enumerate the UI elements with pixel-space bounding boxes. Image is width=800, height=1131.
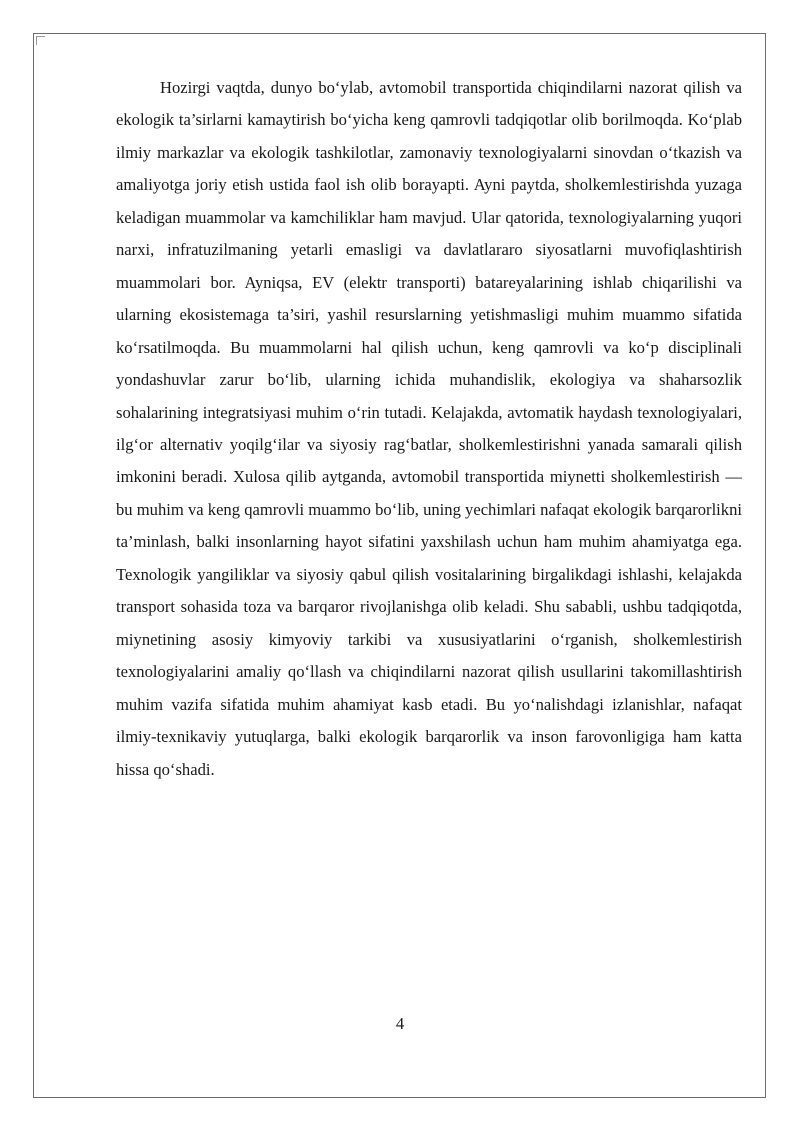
page-corner-mark — [36, 36, 45, 45]
body-paragraph: Hozirgi vaqtda, dunyo bo‘ylab, avtomobil transportida chiqindilarni nazorat qilish va ekologik ta’sirlarni kamaytirish bo‘yicha keng qamrovli tadqiqotlar olib borilmoqda. Ko‘plab ilmiy markazlar va ekologik tashkilotlar, zamonaviy texnologiyalarni sinovdan o‘tkazish va amaliyotga joriy etish ustida faol ish olib borayapti. Ayni paytda, sholkemlestirishda yuzaga keladigan muammolar va kamchiliklar ham mavjud. Ular qatorida, texnologiyalarning yuqori narxi, infratuzilmaning yetarli emasligi va davlatlararo siyosatlarni muvofiqlashtirish muammolari bor. Ayniqsa, EV (elektr transporti) batareyalarining ishlab chiqarilishi va ularning ekosistemaga ta’siri, yashil resurslarning yetishmasligi muhim muammo sifatida ko‘rsatilmoqda. Bu muammolarni hal qilish uchun, keng qamrovli va ko‘p disciplinali yondashuvlar zarur bo‘lib, ularning ichida muhandislik, ekologiya va shaharsozlik sohalarining integratsiyasi muhim o‘rin tutadi. Kelajakda, avtomatik haydash texnologiyalari, ilg‘or alternativ yoqilg‘ilar va siyosiy rag‘batlar, sholkemlestirishni yanada samarali qilish imkonini beradi. Xulosa qilib aytganda, avtomobil transportida miynetti sholkemlestirish — bu muhim va keng qamrovli muammo bo‘lib, uning yechimlari nafaqat ekologik barqarorlikni ta’minlash, balki insonlarning hayot sifatini yaxshilash uchun ham muhim ahamiyatga ega. Texnologik yangiliklar va siyosiy qabul qilish vositalarining birgalikdagi ishlashi, kelajakda transport sohasida toza va barqaror rivojlanishga olib keladi. Shu sababli, ushbu tadqiqotda, miynetining asosiy kimyoviy tarkibi va xususiyatlarini o‘rganish, sholkemlestirish texnologiyalarini amaliy qo‘llash va chiqindilarni nazorat qilish usullarini takomillashtirish muhim vazifa sifatida muhim ahamiyat kasb etadi. Bu yo‘nalishdagi izlanishlar, nafaqat ilmiy-texnikaviy yutuqlarga, balki ekologik barqarorlik va inson farovonligiga ham katta hissa qo‘shadi. — [116, 78, 742, 779]
page-number: 4 — [395, 1014, 405, 1033]
